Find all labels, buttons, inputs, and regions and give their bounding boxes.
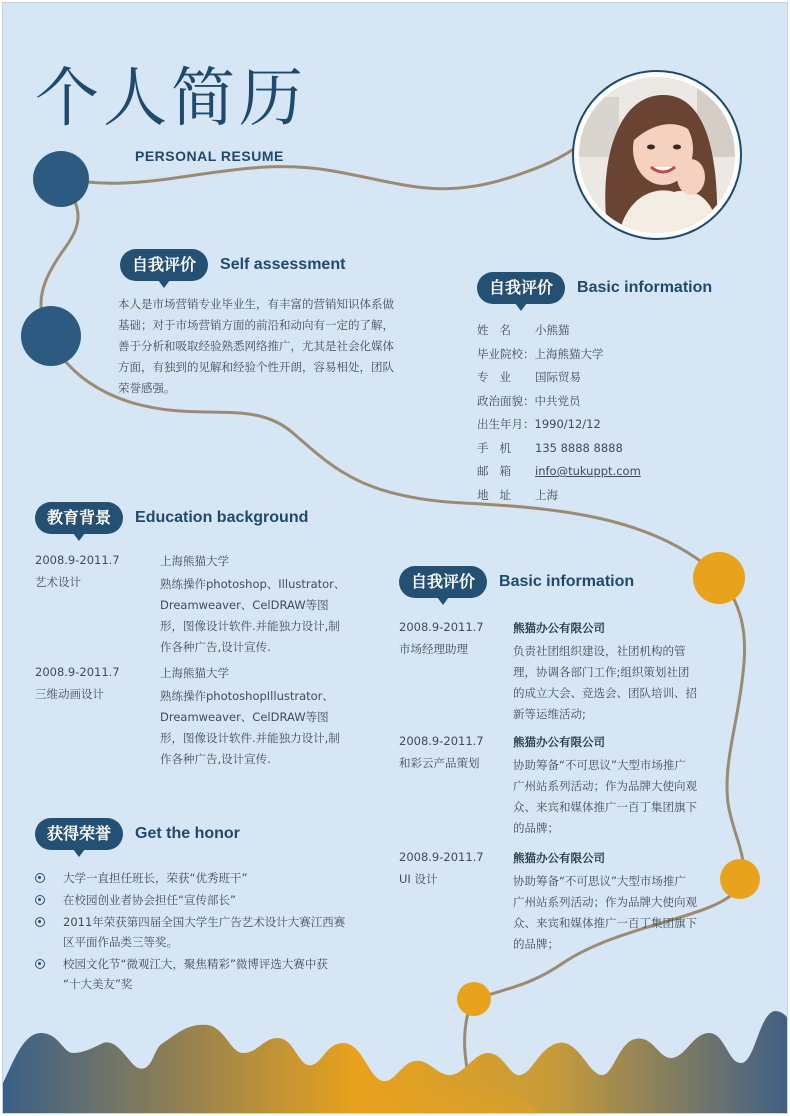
honors-header: [35, 818, 240, 850]
list-item: 在校园创业者协会担任“宣传部长”: [35, 890, 365, 910]
info-row-address: 地址 上海: [477, 487, 558, 502]
info-row-name: 姓名 小熊猫: [477, 323, 570, 337]
orange-dot-1: [693, 552, 745, 604]
basic-info-header: [477, 272, 712, 304]
avatar: [572, 70, 742, 240]
orange-dot-3: [457, 982, 491, 1016]
resume-title: 个人简历: [35, 62, 307, 136]
honors-list: [35, 868, 365, 996]
bullet-icon: [35, 959, 45, 969]
experience-label-en: Basic information: [499, 573, 635, 590]
list-item: 大学一直担任班长，荣获“优秀班干”: [35, 868, 365, 888]
experience-entry-1: 2008.9-2011.7 市场经理助理 熊猫办公有限公司 负责社团组织建设，社团机构的管 理，协调各部门工作;组织策划社团 的成立大会、竞选会、团队培训、招 新等运维活动;: [399, 620, 697, 721]
self-assessment-header: [120, 249, 345, 281]
info-row-school: 毕业院校：上海熊猫大学: [477, 346, 604, 361]
bullet-icon: [35, 917, 45, 927]
education-entry-1: 2008.9-2011.7 艺术设计 上海熊猫大学 熟练操作photoshop、Illustrator、 Dreamweaver、CelDRAW等图 形，图像设计软件.并能独力设计,制 作各种广告,设计宣传.: [35, 553, 346, 654]
orange-dot-2: [720, 859, 760, 899]
bullet-icon: [35, 873, 45, 883]
education-header: [35, 502, 308, 534]
self-assessment-label: 自我评价: [120, 249, 208, 281]
honors-label: 获得荣誉: [35, 818, 123, 850]
self-assessment-label-en: Self assessment: [220, 256, 346, 273]
honors-label-en: Get the honor: [135, 825, 240, 842]
navy-dot-1: [33, 151, 89, 207]
basic-info-label: 自我评价: [477, 272, 565, 304]
info-row-major: 专业 国际贸易: [477, 370, 581, 384]
basic-info-label-en: Basic information: [577, 279, 713, 296]
navy-dot-2: [21, 306, 81, 366]
basic-info-list: [477, 319, 641, 507]
resume-subtitle: PERSONAL RESUME: [135, 148, 284, 164]
list-item: 校园文化节“微观江大，聚焦精彩”微博评选大赛中获 “十大美友”奖: [35, 954, 365, 994]
portrait-photo: [579, 77, 735, 233]
experience-label: 自我评价: [399, 566, 487, 598]
bullet-icon: [35, 895, 45, 905]
info-row-birth: 出生年月：1990/12/12: [477, 417, 601, 431]
self-assessment-text: 本人是市场营销专业毕业生，有丰富的营销知识体系做 基础；对于市场营销方面的前沿和动向有一定的了解， 善于分析和吸取经验熟悉网络推广，尤其是社会化媒体 方面，有独到的见解和经验个性开朗，容易相处，团队 荣誉感强。: [118, 297, 394, 395]
experience-header: [399, 566, 634, 598]
list-item: 2011年荣获第四届全国大学生广告艺术设计大赛江西赛 区平面作品类三等奖。: [35, 912, 365, 952]
resume-page: [2, 2, 788, 1114]
info-row-politics: 政治面貌：中共党员: [477, 393, 581, 408]
experience-entry-2: 2008.9-2011.7 和彩云产品策划 熊猫办公有限公司 协助筹备“不可思议”大型市场推广 广州站系列活动；作为品牌大使向观 众、来宾和媒体推广一百丁集团旗下 的品牌；: [399, 734, 697, 835]
education-label-en: Education background: [135, 509, 309, 526]
education-label: 教育背景: [35, 502, 123, 534]
info-row-email[interactable]: 邮箱 info@tukuppt.com: [477, 464, 641, 478]
info-row-phone: 手机 135 8888 8888: [477, 440, 623, 455]
education-entry-2: 2008.9-2011.7 三维动画设计 上海熊猫大学 熟练操作photoshopIllustrator、 Dreamweaver、CelDRAW等图 形，图像设计软件.并能独力设计,制 作各种广告,设计宣传.: [35, 665, 340, 766]
experience-entry-3: 2008.9-2011.7 UI 设计 熊猫办公有限公司 协助筹备“不可思议”大型市场推广 广州站系列活动；作为品牌大使向观 众、来宾和媒体推广一百丁集团旗下 的品牌；: [399, 850, 697, 951]
